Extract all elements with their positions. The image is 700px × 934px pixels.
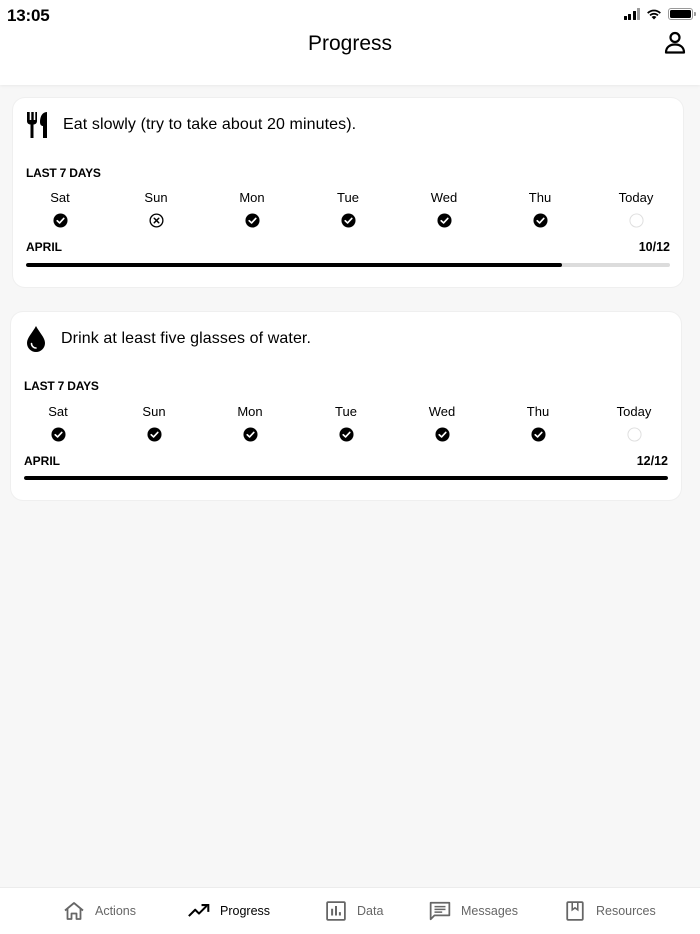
progress-bar-fill [24,476,668,480]
card-header [23,324,669,354]
cellular-signal-icon [624,8,641,20]
day-sat [24,404,92,442]
nav-item-resources[interactable] [564,901,656,921]
day-mon [218,190,286,228]
page-title: Progress [307,32,393,55]
day-label: Thu [528,190,552,205]
check-circle-icon [531,427,546,442]
completion-count: 12/12 [636,454,668,468]
day-thu [506,190,574,228]
check-circle-icon [533,213,548,228]
battery-icon [668,8,693,20]
day-today[interactable] [602,190,670,228]
check-circle-icon [243,427,258,442]
day-label: Mon [237,404,263,419]
day-label: Sat [48,404,68,419]
section-label: LAST 7 DAYS [24,379,99,393]
habit-card-drink-water[interactable] [11,312,681,500]
check-circle-icon [53,213,68,228]
day-today[interactable] [600,404,668,442]
month-label: APRIL [26,240,62,254]
day-sun [122,190,190,228]
day-label: Sun [142,404,166,419]
habit-card-eat-slowly[interactable] [13,98,683,287]
day-label: Thu [526,404,550,419]
day-label: Mon [239,190,265,205]
home-icon [63,901,85,921]
wifi-icon [646,8,662,20]
status-time: 13:05 [7,6,50,25]
status-icons [624,6,694,22]
progress-bar [26,263,670,267]
day-mon [216,404,284,442]
check-circle-icon [147,427,162,442]
fork-knife-icon [25,110,51,140]
day-label: Sat [50,190,70,205]
day-wed [410,190,478,228]
nav-label: Actions [95,904,136,918]
month-label: APRIL [24,454,60,468]
message-icon [429,901,451,921]
check-circle-icon [437,213,452,228]
progress-bar [24,476,668,480]
top-bar [0,0,700,85]
days-row [24,404,668,442]
nav-item-actions[interactable] [63,901,136,921]
bookmark-book-icon [564,901,586,921]
check-circle-icon [341,213,356,228]
nav-item-messages[interactable] [429,901,518,921]
month-row [26,240,670,254]
progress-bar-fill [26,263,562,267]
completion-count: 10/12 [638,240,670,254]
day-label: Tue [335,404,357,419]
empty-circle-icon[interactable] [627,427,642,442]
check-circle-icon [245,213,260,228]
nav-item-progress[interactable] [188,901,270,921]
day-label: Today [618,190,654,205]
check-circle-icon [435,427,450,442]
day-sun [120,404,188,442]
day-label: Wed [430,190,458,205]
card-header [25,110,671,140]
nav-label: Data [357,904,384,918]
person-icon [664,31,686,55]
month-row [24,454,668,468]
nav-label: Resources [596,904,656,918]
empty-circle-icon[interactable] [629,213,644,228]
habit-title: Eat slowly (try to take about 20 minutes). [63,116,357,133]
trending-up-icon [188,901,210,921]
nav-item-data[interactable] [325,901,383,921]
day-tue [314,190,382,228]
days-row [26,190,670,228]
bar-chart-icon [325,901,347,921]
check-circle-icon [339,427,354,442]
bottom-nav [0,887,700,934]
profile-button[interactable] [662,30,688,56]
day-thu [504,404,572,442]
day-tue [312,404,380,442]
nav-label: Messages [461,904,518,918]
day-wed [408,404,476,442]
x-circle-icon [149,213,164,228]
day-label: Sun [144,190,168,205]
habit-title: Drink at least five glasses of water. [61,330,312,347]
nav-label: Progress [220,904,271,918]
section-label: LAST 7 DAYS [26,166,101,180]
day-label: Today [616,404,652,419]
water-drop-icon [23,324,49,354]
check-circle-icon [51,427,66,442]
day-sat [26,190,94,228]
day-label: Tue [337,190,359,205]
day-label: Wed [428,404,456,419]
